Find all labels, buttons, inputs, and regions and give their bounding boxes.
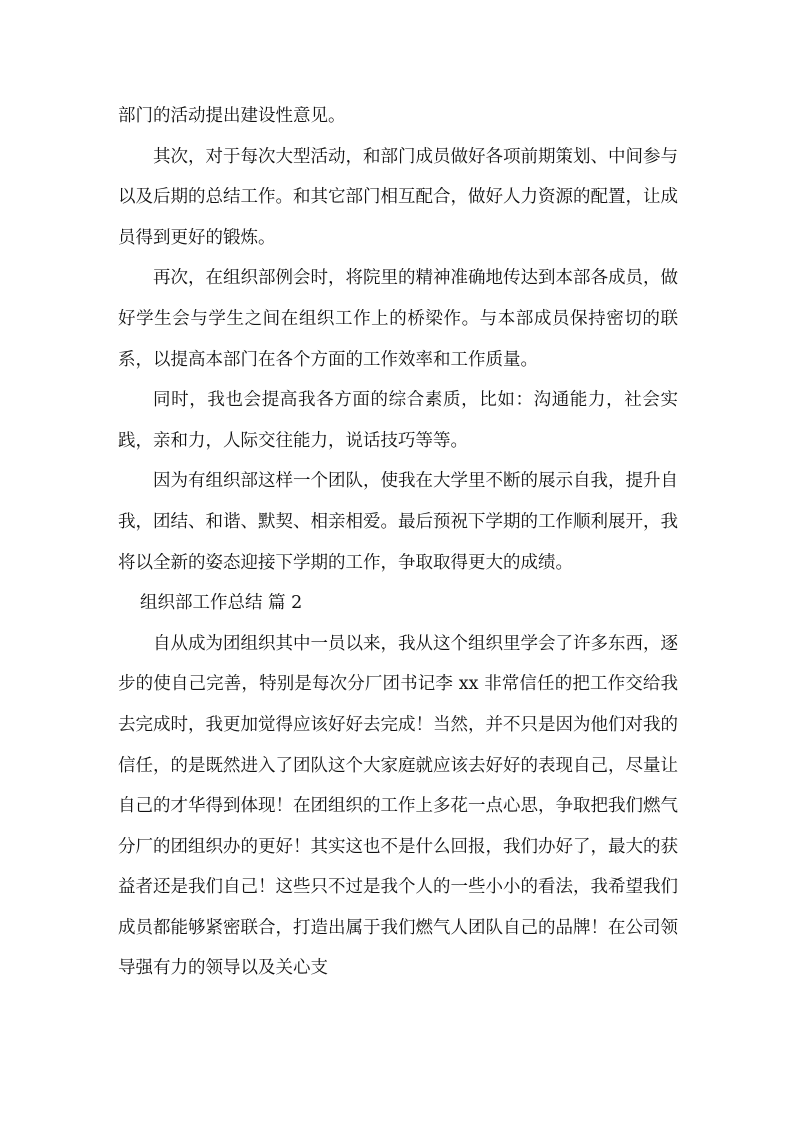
paragraph-continuation: 部门的活动提出建设性意见。	[118, 106, 346, 126]
paragraph-secondly: 其次，对于每次大型活动，和部门成员做好各项前期策划、中间参与以及后期的总结工作。和其它部门相互配合，做好人力资源的配置，让成员得到更好的锻炼。	[118, 146, 678, 248]
paragraph-team: 因为有组织部这样一个团队，使我在大学里不断的展示自我，提升自我，团结、和谐、默契、相亲相爱。最后预祝下学期的工作顺利展开，我将以全新的姿态迎接下学期的工作，争取取得更大的成绩。	[118, 471, 678, 573]
paragraph-thirdly: 再次，在组织部例会时，将院里的精神准确地传达到本部各成员，做好学生会与学生之间在组织工作上的桥梁作。与本部成员保持密切的联系，以提高本部门在各个方面的工作效率和工作质量。	[118, 268, 678, 370]
paragraph-meanwhile: 同时，我也会提高我各方面的综合素质，比如：沟通能力，社会实践，亲和力，人际交往能力，说话技巧等等。	[118, 390, 678, 451]
document-body	[118, 96, 678, 989]
section-heading: 组织部工作总结 篇 2	[140, 593, 303, 614]
paragraph-section-2: 自从成为团组织其中一员以来，我从这个组织里学会了许多东西，逐步的使自己完善，特别是每次分厂团书记李 xx 非常信任的把工作交给我去完成时，我更加觉得应该好好去完成！当然，并不只是因为他们对我的信任，的是既然进入了团队这个大家庭就应该去好好的表现自己，尽量让自己的才华得到体现！在团组织的工作上多花一点心思，争取把我们燃气分厂的团组织办的更好！其实这也不是什么回报，我们办好了，最大的获益者还是我们自己！这些只不过是我个人的一些小小的看法，我希望我们成员都能够紧密联合，打造出属于我们燃气人团队自己的品牌！在公司领导强有力的领导以及关心支	[118, 633, 678, 979]
